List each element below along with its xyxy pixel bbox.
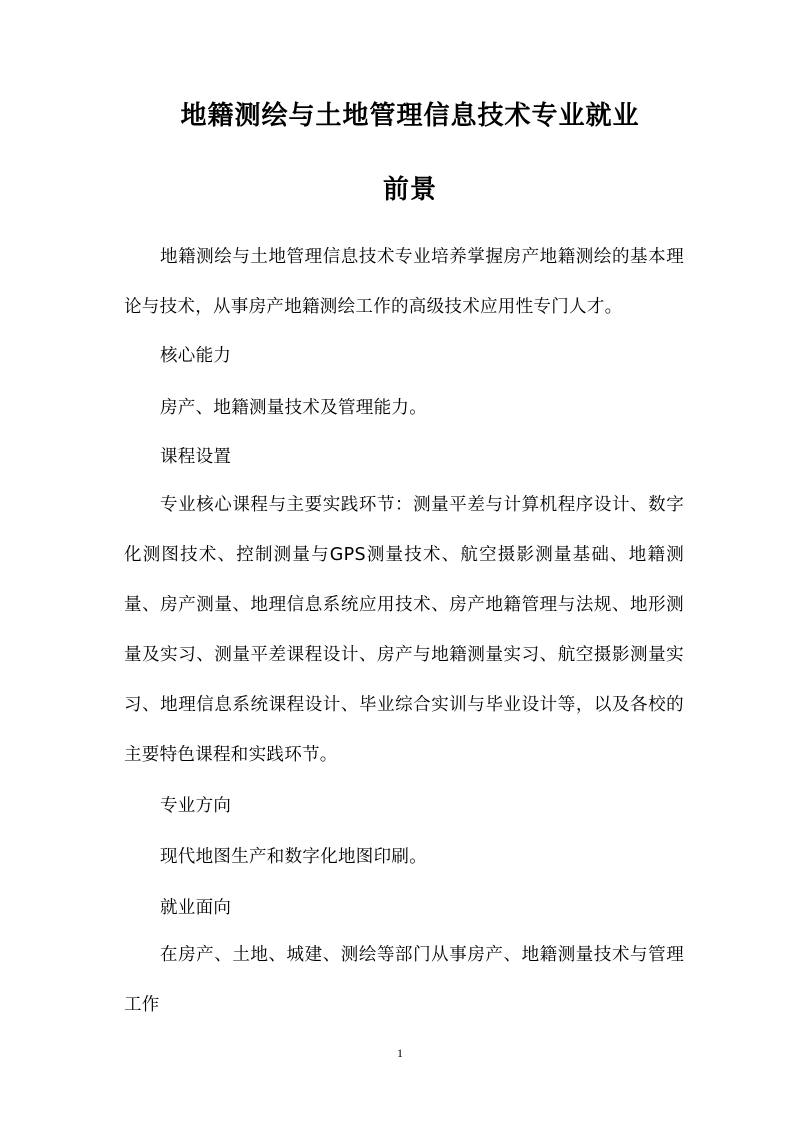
core-ability-text: 房产、地籍测量技术及管理能力。 [160,398,427,418]
document-title-line-1: 地籍测绘与土地管理信息技术专业就业 [180,101,640,131]
intro-paragraph: 地籍测绘与土地管理信息技术专业培养掌握房产地籍测绘的基本理论与技术，从事房产地籍测绘工作的高级技术应用性专门人才。 [124,247,684,317]
direction-text: 现代地图生产和数字化地图印刷。 [160,847,427,867]
courses-heading: 课程设置 [160,447,232,467]
jobs-heading: 就业面向 [160,898,232,918]
courses-paragraph: 专业核心课程与主要实践环节：测量平差与计算机程序设计、数字化测图技术、控制测量与GPS测量技术、航空摄影测量基础、地籍测量、房产测量、地理信息系统应用技术、房产地籍管理与法规、地形测量及实习、测量平差课程设计、房产与地籍测量实习、航空摄影测量实习、地理信息系统课程设计、毕业综合实训与毕业设计等，以及各校的主要特色课程和实践环节。 [124,495,684,765]
document-title-line-2: 前景 [382,175,437,205]
page-number: 1 [397,1046,403,1060]
direction-heading: 专业方向 [160,796,232,816]
core-ability-heading: 核心能力 [160,346,232,366]
jobs-paragraph: 在房产、土地、城建、测绘等部门从事房产、地籍测量技术与管理工作 [124,945,684,1015]
